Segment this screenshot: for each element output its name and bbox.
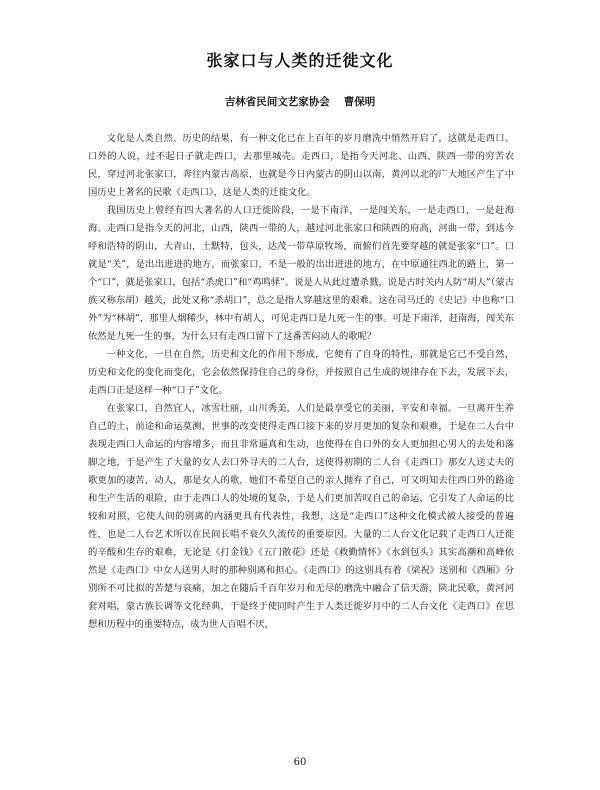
paragraph: 文化是人类自然、历史的结果，有一种文化已在上百年的岁月磨洗中悄然开启了，这就是走西口。口外的人说，过不起日子就走西口，去那里城壳。走西口，是指今天河北、山西、陕西一带的穷苦农民，穿过河北张家口，奔往内蒙古高原，也就是今日内蒙古的阴山以南，黄河以北的广大地区产生了中国历史上著名的民歌《走西口》，这是人类的迁徙文化。 xyxy=(88,133,514,198)
paragraph: 一种文化，一旦在自然，历史和文化的作用下形成，它便有了自身的特性，那就是它已不受自然，历史和文化的变化而变化，它会依然保持住自己的身份，并按照自己生成的规律存在下去，发展下去，走西口正是这样一种“口子”文化。 xyxy=(88,349,514,396)
paragraph: 在张家口，自然宜人，冰雪壮丽，山川秀美，人们是最享受它的美丽，平安和幸福。一旦离开生养自己的土，前途和命运莫测，世事的改变使得走西口接下来的岁月更加的复杂和艰难，于是在二人台中表现走西口人命运的内容增多，而且非常逼真和生动，也使得在自口外的女人更加担心男人的去处和落脚之地，于是产生了大量的女人去口外寻夫的二人台，这使得初期的二人台《走西口》那女人送丈夫的歌更加的凄苦，动人，那是女人的歌，她们不希望自己的亲人抛弃了自己，可又明知去往西口外的路途和生产生活的艰险，由于走西口人的处境的复杂，于是人们更加苦叹自己的命运，它引发了人命运的比较和对照，它使人间的别离的内涵更具有代表性，我想，这是“走西口”这种文化模式被人接受的普遍性，也是二人台艺术所以在民间长唱不衰久久流传的重要原因。大量的二人台文化记载了走西口人迁徙的辛酸和生存的艰难，无论是《打金钱》《五门散花》还是《救勤情怀》《水到包头》其实高潮和高峰依然是《走西口》中女人送男人时的那种别离和担心。《走西口》的这别具有着《梁祝》送别和《西厢》分别所不可比拟的苦楚与哀痛，加之在随后千百年岁月和无尽的磨洗中融合了信天游，陕北民歌，黄河河套对唱，蒙古族长调等文化经典，于是终于使同时产生于人类迁徙岁月中的二人台文化《走西口》在思想和历程中的重要特点，成为世人百唱不厌， xyxy=(88,403,514,630)
author-org: 吉林省民间文艺家协会 xyxy=(224,96,330,108)
article-body xyxy=(88,130,514,634)
page-number: 60 xyxy=(293,757,307,768)
article-title: 张家口与人类的迁徙文化 xyxy=(206,51,394,70)
author-line xyxy=(0,94,600,109)
author-name: 曹保明 xyxy=(343,96,376,108)
paragraph: 我国历史上曾经有四大著名的人口迁徙阶段，一是下南洋，一是闯关东，一是走西口，一是赶海海。走西口是指今天的河北，山西，陕西一带的人，越过河北张家口和陕西的府高，河曲一带，到达今呼和浩特的阴山，大青山，土默特，包头，达茂一带草原牧场，而俯们首先要穿越的就是张家“口”。口就是“关”，是出出进进的地方，而张家口，不是一般的出出进进的地方，在中原通往西北的路上，第一个“口”，就是张家口，包括“杀虎口”和“鸡鸣驿”。说是人从此过遭杀戮，说是古时关内人防“胡人”（蒙古族又称东胡）越关，此处又称“杀胡口”，总之是指人穿越这里的艰难。这在司马迁的《史记》中也称“口外”为“林胡”，那里人烟稀少，林中有胡人，可见走西口是九死一生的事。可是下南洋，赶南海，闯关东依然是九死一生的事，为什么只有走西口留下了这番苦闷动人的歌呢？ xyxy=(88,205,514,342)
